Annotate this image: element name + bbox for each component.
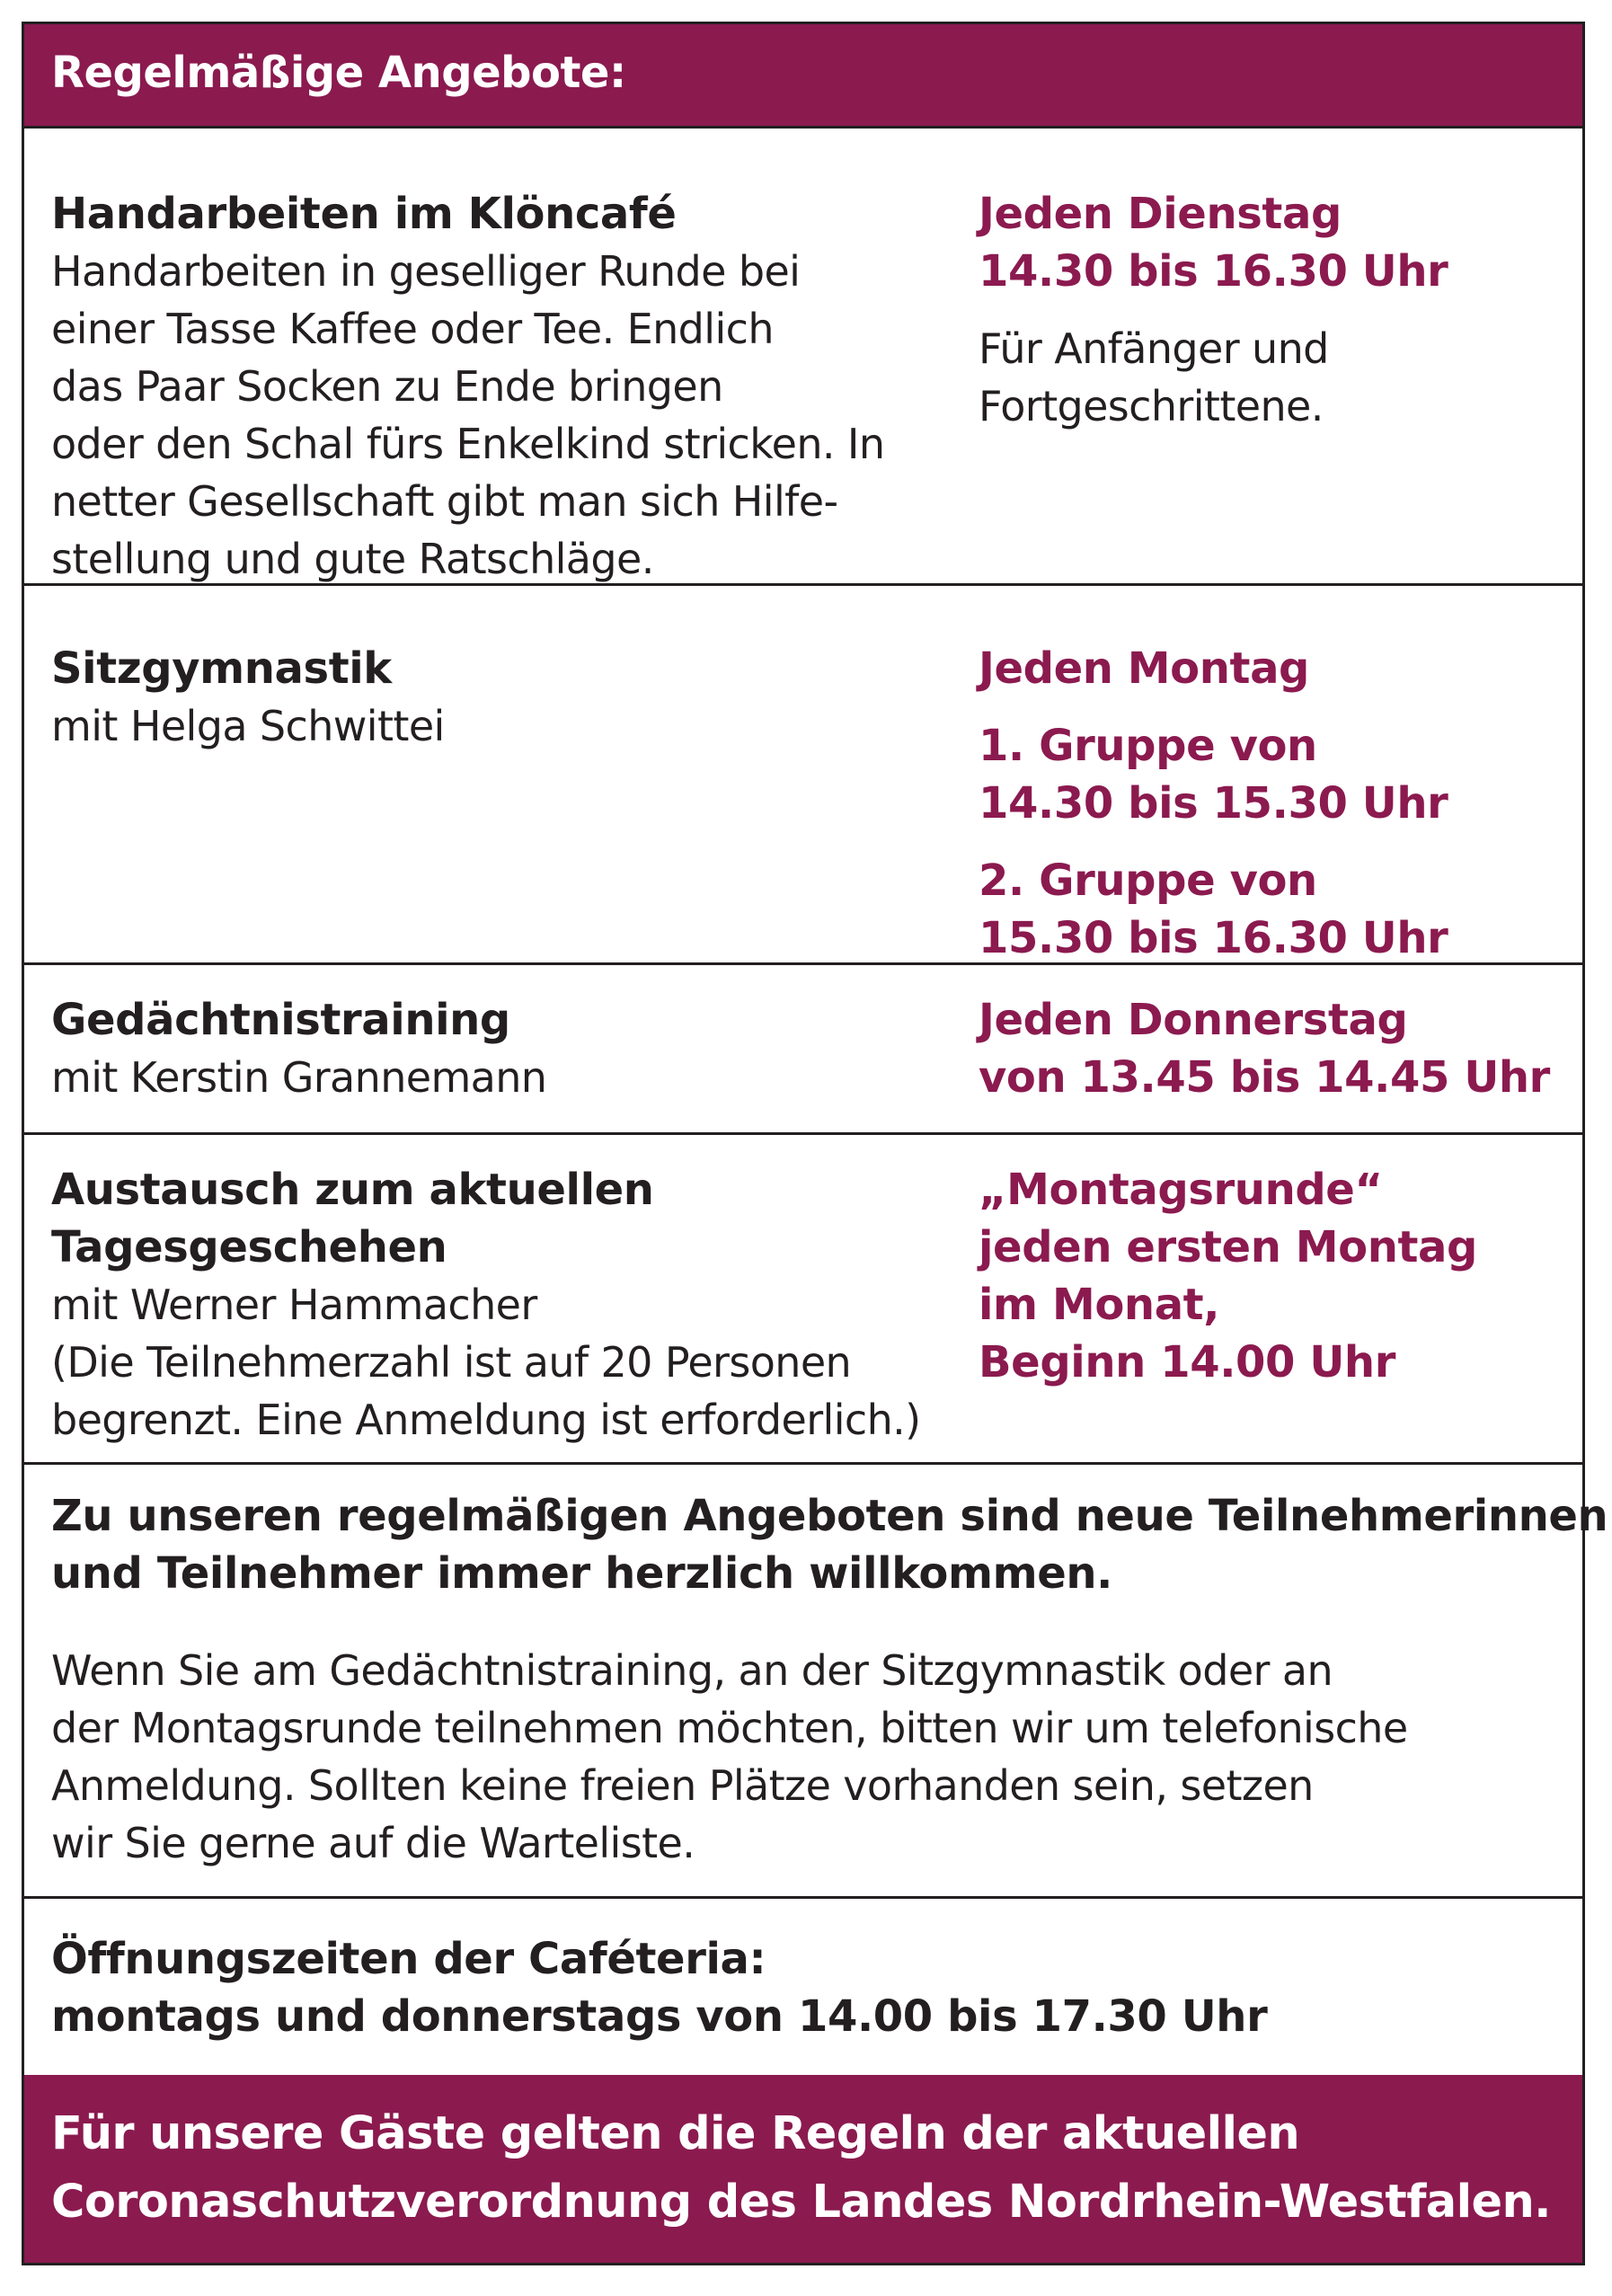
opening-hours-section bbox=[24, 1899, 1582, 2078]
welcome-text-line: Anmeldung. Sollten keine freien Plätze vorhanden sein, setzen bbox=[51, 1761, 1314, 1810]
offer-title: Austausch zum aktuellen bbox=[51, 1165, 654, 1215]
offer-schedule bbox=[979, 185, 1572, 435]
header-title: Regelmäßige Angebote: bbox=[51, 48, 626, 98]
offers-box bbox=[22, 22, 1608, 2265]
schedule-group-1-time: 14.30 bis 15.30 Uhr bbox=[979, 778, 1448, 829]
offer-row-sitzgymnastik bbox=[24, 586, 1582, 965]
schedule-group-2: 2. Gruppe von bbox=[979, 855, 1317, 906]
welcome-text-line: Wenn Sie am Gedächtnistraining, an der Sitzgymnastik oder an bbox=[51, 1646, 1333, 1695]
offer-description-line: einer Tasse Kaffee oder Tee. Endlich bbox=[51, 305, 774, 353]
schedule-day: Jeden Montag bbox=[979, 643, 1310, 694]
offer-info bbox=[51, 1161, 950, 1449]
offer-row-gedaechtnistraining bbox=[24, 965, 1582, 1135]
offer-description-line: netter Gesellschaft gibt man sich Hilfe- bbox=[51, 477, 838, 526]
footer-banner bbox=[24, 2075, 1582, 2263]
offer-title: Tagesgeschehen bbox=[51, 1222, 447, 1272]
opening-hours-content bbox=[51, 1930, 1561, 2045]
welcome-text-line: der Montagsrunde teilnehmen möchten, bitten wir um telefonische bbox=[51, 1704, 1408, 1752]
schedule-time: 14.30 bis 16.30 Uhr bbox=[979, 246, 1448, 297]
welcome-headline: Zu unseren regelmäßigen Angeboten sind neue Teilnehmerinnen bbox=[51, 1491, 1608, 1541]
schedule-group-2-time: 15.30 bis 16.30 Uhr bbox=[979, 913, 1448, 963]
schedule-time: Beginn 14.00 Uhr bbox=[979, 1337, 1395, 1387]
footer-text bbox=[51, 2100, 1551, 2237]
schedule-time: von 13.45 bis 14.45 Uhr bbox=[979, 1052, 1550, 1103]
offer-trainer: mit Werner Hammacher bbox=[51, 1281, 537, 1329]
footer-line: Coronaschutzverordnung des Landes Nordrhein-Westfalen. bbox=[51, 2176, 1551, 2229]
schedule-note: Für Anfänger und bbox=[979, 324, 1329, 373]
offer-schedule bbox=[979, 991, 1572, 1106]
schedule-day: jeden ersten Montag bbox=[979, 1222, 1477, 1272]
welcome-section bbox=[24, 1465, 1608, 1899]
offer-trainer: mit Kerstin Grannemann bbox=[51, 1053, 547, 1102]
schedule-name: „Montagsrunde“ bbox=[979, 1165, 1383, 1215]
offer-description-line: (Die Teilnehmerzahl ist auf 20 Personen bbox=[51, 1338, 852, 1387]
welcome-headline: und Teilnehmer immer herzlich willkommen. bbox=[51, 1548, 1112, 1599]
header-banner bbox=[24, 24, 1582, 129]
offer-info bbox=[51, 991, 950, 1106]
offer-trainer: mit Helga Schwittei bbox=[51, 702, 445, 750]
offer-description-line: Handarbeiten in geselliger Runde bei bbox=[51, 247, 801, 296]
schedule-day: im Monat, bbox=[979, 1280, 1220, 1330]
welcome-text-line: wir Sie gerne auf die Warteliste. bbox=[51, 1819, 695, 1867]
offer-title: Handarbeiten im Klöncafé bbox=[51, 189, 677, 239]
offer-description-line: begrenzt. Eine Anmeldung ist erforderlich.) bbox=[51, 1396, 921, 1444]
footer-line: Für unsere Gäste gelten die Regeln der aktuellen bbox=[51, 2107, 1300, 2160]
offer-row-handarbeiten bbox=[24, 129, 1582, 586]
offer-row-austausch bbox=[24, 1135, 1582, 1465]
opening-hours-title: Öffnungszeiten der Caféteria: bbox=[51, 1934, 766, 1984]
schedule-group-1: 1. Gruppe von bbox=[979, 721, 1317, 771]
schedule-day: Jeden Donnerstag bbox=[979, 995, 1408, 1045]
offer-schedule bbox=[979, 1161, 1572, 1391]
offer-description-line: das Paar Socken zu Ende bringen bbox=[51, 362, 723, 411]
welcome-content bbox=[51, 1487, 1608, 1872]
offer-title: Sitzgymnastik bbox=[51, 643, 392, 694]
offer-schedule bbox=[979, 640, 1572, 967]
schedule-day: Jeden Dienstag bbox=[979, 189, 1342, 239]
offer-title: Gedächtnistraining bbox=[51, 995, 510, 1045]
offer-description-line: oder den Schal fürs Enkelkind stricken. In bbox=[51, 420, 885, 468]
offer-info bbox=[51, 185, 950, 588]
offer-info bbox=[51, 640, 950, 755]
opening-hours-times: montags und donnerstags von 14.00 bis 17.30 Uhr bbox=[51, 1991, 1268, 2042]
offer-description-line: stellung und gute Ratschläge. bbox=[51, 535, 654, 583]
schedule-note: Fortgeschrittene. bbox=[979, 382, 1324, 430]
